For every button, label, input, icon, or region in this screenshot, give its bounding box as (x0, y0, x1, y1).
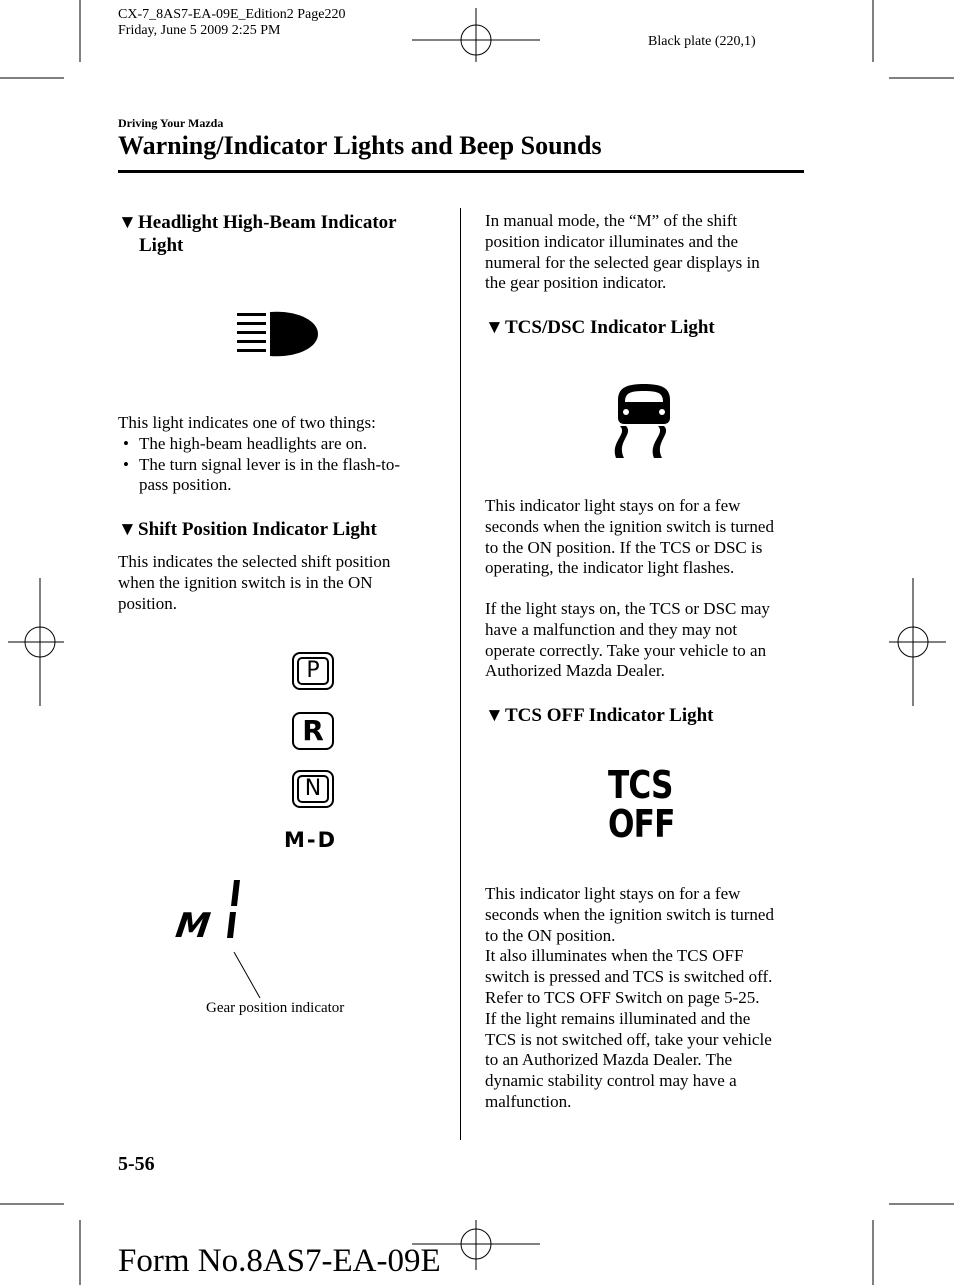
text-line: position. (118, 593, 178, 613)
tcs-off-description (485, 884, 815, 1113)
text-line: It also illuminates when the TCS OFF (485, 946, 744, 966)
down-triangle-icon: ▼ (118, 212, 137, 233)
down-triangle-icon: ▼ (118, 519, 137, 540)
tcs-off-heading (485, 704, 714, 727)
text-line: This indicator light stays on for a few (485, 496, 741, 515)
text-line: position indicator illuminates and the (485, 231, 739, 251)
tcs-off-heading-text: TCS OFF Indicator Light (505, 705, 714, 726)
text-line: malfunction. (485, 1091, 572, 1111)
text-line: Authorized Mazda Dealer. (485, 661, 665, 681)
form-number: Form No.8AS7-EA-09E (118, 1243, 441, 1279)
reverse-letter: R (302, 714, 324, 747)
registration-mark-icon (412, 8, 540, 62)
page-number: 5-56 (118, 1153, 155, 1175)
print-header (118, 7, 345, 39)
text-line: If the light stays on, the TCS or DSC may (485, 599, 770, 618)
tcs-off-symbol (608, 763, 675, 846)
neutral-indicator (292, 770, 334, 808)
text-line: numeral for the selected gear displays in (485, 252, 760, 272)
headlight-heading-line2: Light (139, 235, 184, 256)
tcs-dsc-heading-text: TCS/DSC Indicator Light (505, 317, 715, 338)
headlight-heading-line1: Headlight High-Beam Indicator (138, 212, 397, 233)
headlight-heading (118, 211, 448, 257)
text-line: TCS is not switched off, take your vehicle (485, 1029, 772, 1049)
text-line: seconds when the ignition switch is turned (485, 516, 774, 536)
text-line: the gear position indicator. (485, 273, 667, 293)
headlight-bullet-list (118, 434, 448, 476)
list-item: • The turn signal lever is in the flash-to- (118, 455, 448, 476)
reverse-indicator (292, 712, 334, 750)
column-divider (460, 208, 461, 1140)
text-line: Refer to TCS OFF Switch on page 5-25. (485, 987, 760, 1007)
manual-mode-description (485, 211, 815, 294)
skidding-car-icon (612, 382, 676, 460)
park-indicator (292, 652, 334, 690)
text-line: switch is pressed and TCS is switched off. (485, 967, 773, 987)
manual-mode-letter: M (173, 906, 213, 946)
text-line: dynamic stability control may have a (485, 1071, 737, 1091)
text-line: This indicator light stays on for a few (485, 884, 741, 903)
tcs-off-symbol-line2: OFF (608, 802, 675, 846)
registration-mark-icon (8, 578, 64, 706)
tcs-dsc-description-1 (485, 496, 815, 579)
text-line: operate correctly. Take your vehicle to an (485, 640, 767, 660)
headlight-description (118, 413, 448, 496)
shift-heading (118, 518, 377, 541)
gear-caption-leader-line (232, 950, 262, 1000)
text-line: This indicates the selected shift position (118, 552, 391, 571)
text-line: seconds when the ignition switch is turned (485, 904, 774, 924)
tcs-dsc-heading (485, 316, 715, 339)
gear-position-caption: Gear position indicator (206, 1000, 345, 1016)
text-line: to an Authorized Mazda Dealer. The (485, 1050, 733, 1070)
manual-drive-indicator: M-D (284, 828, 338, 852)
text-line: have a malfunction and they may not (485, 619, 738, 639)
tcs-dsc-description-2 (485, 599, 815, 682)
down-triangle-icon: ▼ (485, 317, 504, 338)
text-line: If the light remains illuminated and the (485, 1008, 751, 1028)
down-triangle-icon: ▼ (485, 705, 504, 726)
text-line: to the ON position. If the TCS or DSC is (485, 537, 763, 557)
tcs-off-symbol-line1: TCS (608, 763, 673, 807)
list-item: • The high-beam headlights are on. (118, 434, 448, 455)
park-letter: P (297, 657, 329, 685)
section-label: Driving Your Mazda (118, 116, 224, 130)
text-line: operating, the indicator light flashes. (485, 558, 735, 578)
text-line: to the ON position. (485, 925, 616, 945)
gear-digit-segment-icon (222, 876, 244, 942)
text-line: when the ignition switch is in the ON (118, 572, 373, 592)
shift-heading-text: Shift Position Indicator Light (138, 519, 377, 540)
title-rule (118, 170, 804, 173)
high-beam-icon (234, 310, 320, 360)
print-date-line: Friday, June 5 2009 2:25 PM (118, 23, 281, 38)
registration-mark-icon (889, 578, 946, 706)
page-title: Warning/Indicator Lights and Beep Sounds (118, 131, 602, 160)
plate-label: Black plate (220,1) (648, 34, 756, 49)
text-line: In manual mode, the “M” of the shift (485, 211, 738, 230)
headlight-intro: This light indicates one of two things: (118, 413, 376, 432)
print-file-line: CX-7_8AS7-EA-09E_Edition2 Page220 (118, 7, 346, 22)
shift-description (118, 552, 448, 614)
list-item-continuation: pass position. (139, 475, 232, 495)
neutral-letter: N (297, 775, 329, 803)
